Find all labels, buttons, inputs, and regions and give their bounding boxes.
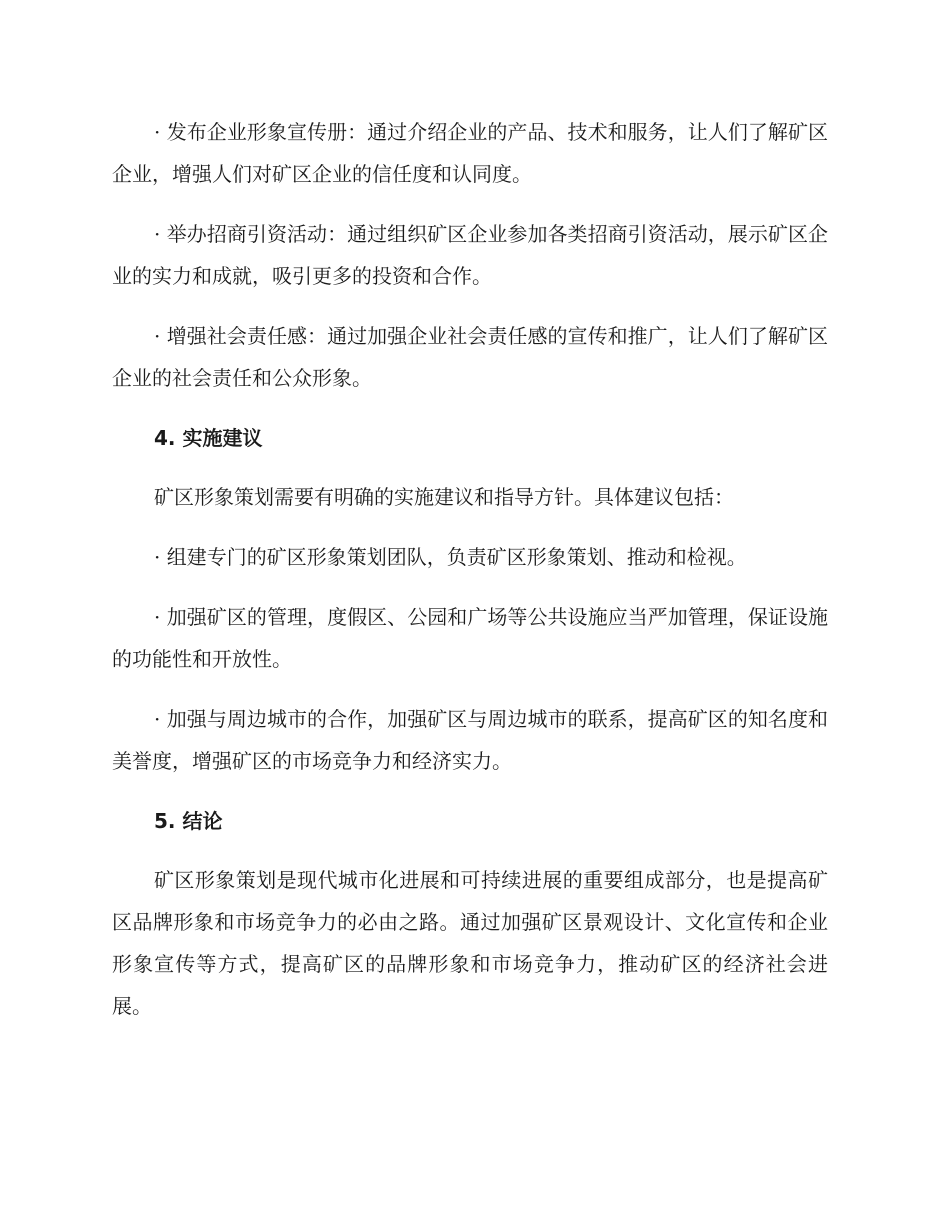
implementation-intro: 矿区形象策划需要有明确的实施建议和指导方针。具体建议包括： — [154, 485, 734, 509]
document-page — [112, 111, 828, 1045]
bullet-management: · 加强矿区的管理，度假区、公园和广场等公共设施应当严加管理，保证设施的功能性和开放性。 — [112, 605, 828, 671]
bullet-investment-event: · 举办招商引资活动：通过组织矿区企业参加各类招商引资活动，展示矿区企业的实力和成就，吸引更多的投资和合作。 — [112, 222, 828, 288]
bullet-brochure: · 发布企业形象宣传册：通过介绍企业的产品、技术和服务，让人们了解矿区企业，增强人们对矿区企业的信任度和认同度。 — [112, 120, 828, 186]
bullet-team: · 组建专门的矿区形象策划团队，负责矿区形象策划、推动和检视。 — [154, 545, 747, 569]
section-heading-implementation: 4. 实施建议 — [154, 426, 263, 450]
bullet-social-responsibility: · 增强社会责任感：通过加强企业社会责任感的宣传和推广，让人们了解矿区企业的社会责任和公众形象。 — [112, 324, 828, 390]
section-heading-conclusion: 5. 结论 — [154, 809, 223, 833]
bullet-cooperation: · 加强与周边城市的合作，加强矿区与周边城市的联系，提高矿区的知名度和美誉度，增强矿区的市场竞争力和经济实力。 — [112, 707, 828, 773]
conclusion-paragraph: 矿区形象策划是现代城市化进展和可持续进展的重要组成部分，也是提高矿区品牌形象和市场竞争力的必由之路。通过加强矿区景观设计、文化宣传和企业形象宣传等方式，提高矿区的品牌形象和市场竞争力，推动矿区的经济社会进展。 — [112, 868, 828, 1018]
